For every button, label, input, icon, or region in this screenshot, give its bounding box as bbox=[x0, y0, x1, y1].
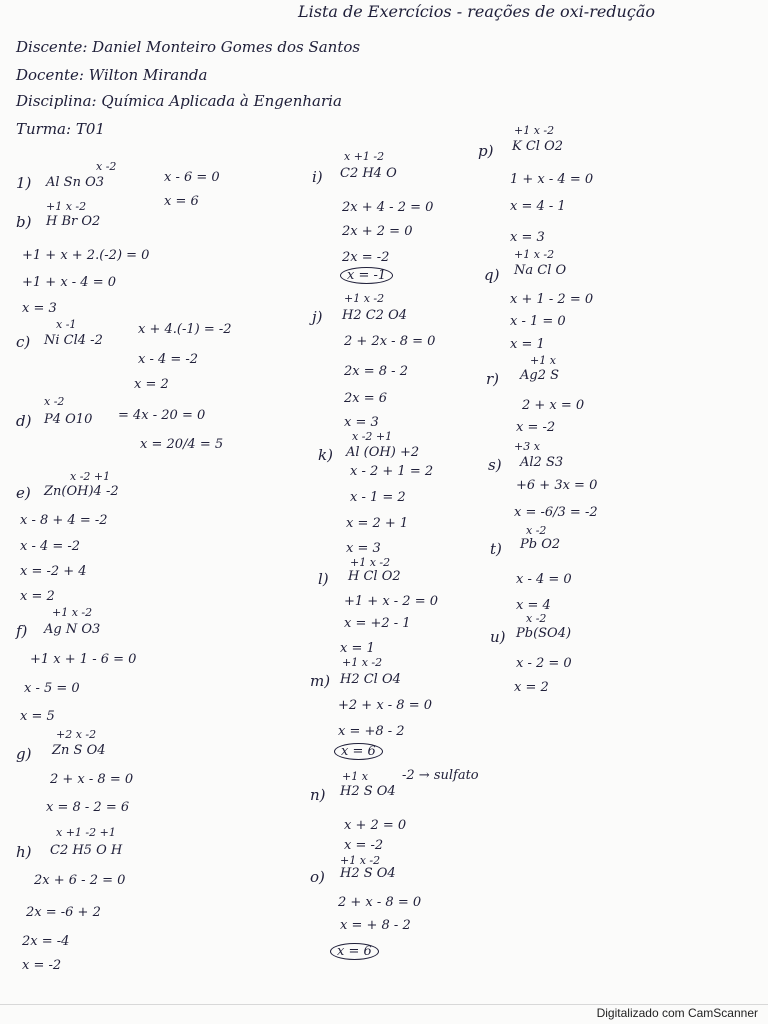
exercise-label: e) bbox=[16, 484, 31, 502]
ox-states: +1 x -2 bbox=[52, 606, 93, 619]
calc-line: 2x = -6 + 2 bbox=[26, 905, 101, 920]
calc-line: 2x = 8 - 2 bbox=[344, 364, 408, 379]
student-name: Discente: Daniel Monteiro Gomes dos Santos bbox=[16, 38, 361, 56]
calc-line: x = 3 bbox=[22, 301, 57, 316]
calc-line: x = 4 bbox=[516, 598, 551, 613]
calc-line: x - 6 = 0 bbox=[164, 170, 220, 185]
exercise-label: g) bbox=[16, 745, 32, 763]
ox-states: +1 x -2 bbox=[344, 292, 385, 305]
formula: C2 H5 O H bbox=[50, 843, 123, 858]
circled-answer-text: x = -1 bbox=[340, 267, 393, 284]
calc-line: x = + 8 - 2 bbox=[340, 918, 411, 933]
formula: Ni Cl4 -2 bbox=[44, 333, 103, 348]
exercise-label: m) bbox=[310, 672, 331, 690]
exercise-label: u) bbox=[490, 628, 506, 646]
ox-states: +1 x -2 bbox=[46, 200, 87, 213]
formula: H2 S O4 bbox=[340, 866, 396, 881]
ox-states: x +1 -2 +1 bbox=[56, 826, 116, 839]
calc-line: x = 3 bbox=[344, 415, 379, 430]
ox-states: x -2 +1 bbox=[352, 430, 393, 443]
formula: H Cl O2 bbox=[348, 569, 401, 584]
exercise-label: c) bbox=[16, 333, 31, 351]
formula: Al Sn O3 bbox=[46, 175, 105, 190]
ox-states: x -1 bbox=[56, 318, 77, 331]
calc-line: x = -6/3 = -2 bbox=[514, 505, 598, 520]
ox-states: +1 x -2 bbox=[514, 248, 555, 261]
circled-answer bbox=[330, 944, 379, 959]
ox-states: x -2 bbox=[526, 524, 547, 537]
formula: Pb O2 bbox=[520, 537, 561, 552]
calc-line: 2 + 2x - 8 = 0 bbox=[344, 334, 436, 349]
calc-line: +1 + x + 2.(-2) = 0 bbox=[22, 248, 150, 263]
calc-line: x = 4 - 1 bbox=[510, 199, 566, 214]
calc-line: x = +2 - 1 bbox=[344, 616, 411, 631]
ox-states: x +1 -2 bbox=[344, 150, 385, 163]
exercise-label: i) bbox=[312, 168, 323, 186]
calc-line: 2x + 2 = 0 bbox=[342, 224, 413, 239]
calc-line: +1 x + 1 - 6 = 0 bbox=[30, 652, 137, 667]
calc-line: 2x + 6 - 2 = 0 bbox=[34, 873, 126, 888]
calc-line: x - 8 + 4 = -2 bbox=[20, 513, 108, 528]
calc-line: 2x = -4 bbox=[22, 934, 70, 949]
formula: Ag N O3 bbox=[44, 622, 101, 637]
calc-line: +1 + x - 4 = 0 bbox=[22, 275, 117, 290]
calc-line: 1 + x - 4 = 0 bbox=[510, 172, 594, 187]
exercise-label: k) bbox=[318, 446, 333, 464]
formula: H Br O2 bbox=[46, 214, 101, 229]
page-title: Lista de Exercícios - reações de oxi-redução bbox=[298, 2, 655, 21]
formula: Zn S O4 bbox=[52, 743, 106, 758]
exercise-label: d) bbox=[16, 412, 32, 430]
scanner-watermark: Digitalizado com CamScanner bbox=[596, 1006, 758, 1020]
calc-line: x = 3 bbox=[346, 541, 381, 556]
calc-line: 2x = 6 bbox=[344, 391, 388, 406]
calc-line: x = 20/4 = 5 bbox=[140, 437, 224, 452]
calc-line: x = 8 - 2 = 6 bbox=[46, 800, 130, 815]
exercise-label: f) bbox=[16, 622, 28, 640]
ox-states: +1 x -2 bbox=[350, 556, 391, 569]
calc-line: x - 1 = 2 bbox=[350, 490, 406, 505]
ox-states: x -2 bbox=[96, 160, 117, 173]
calc-line: x = -2 bbox=[516, 420, 556, 435]
scan-edge-divider bbox=[0, 1004, 768, 1005]
calc-line: 2x + 4 - 2 = 0 bbox=[342, 200, 434, 215]
circled-answer bbox=[340, 268, 393, 283]
calc-line: x = 1 bbox=[510, 337, 545, 352]
formula: Na Cl O bbox=[514, 263, 567, 278]
formula: P4 O10 bbox=[44, 412, 93, 427]
calc-line: x = 2 bbox=[134, 377, 169, 392]
calc-line: 2 + x - 8 = 0 bbox=[338, 895, 422, 910]
calc-line: x = 1 bbox=[340, 641, 375, 656]
ox-states: +1 x bbox=[342, 770, 368, 783]
calc-line: x = -2 bbox=[22, 958, 62, 973]
calc-line: x - 1 = 0 bbox=[510, 314, 566, 329]
calc-line: x = 2 bbox=[20, 589, 55, 604]
calc-line: x = -2 bbox=[344, 838, 384, 853]
calc-line: x = 2 bbox=[514, 680, 549, 695]
exercise-label: b) bbox=[16, 213, 32, 231]
calc-line: 2 + x - 8 = 0 bbox=[50, 772, 134, 787]
formula: Al (OH) +2 bbox=[346, 445, 420, 460]
calc-line: x - 2 = 0 bbox=[516, 656, 572, 671]
calc-line: x = 2 + 1 bbox=[346, 516, 409, 531]
exercise-label: p) bbox=[478, 142, 494, 160]
formula: K Cl O2 bbox=[512, 139, 564, 154]
exercise-label: r) bbox=[486, 370, 500, 388]
circled-answer bbox=[334, 744, 383, 759]
calc-line: 2x = -2 bbox=[342, 250, 390, 265]
formula: Ag2 S bbox=[520, 368, 560, 383]
calc-line: x + 4.(-1) = -2 bbox=[138, 322, 232, 337]
calc-line: x + 1 - 2 = 0 bbox=[510, 292, 594, 307]
calc-line: +1 + x - 2 = 0 bbox=[344, 594, 439, 609]
calc-line: x - 4 = -2 bbox=[138, 352, 199, 367]
calc-line: x = 5 bbox=[20, 709, 55, 724]
circled-answer-text: x = 6 bbox=[330, 943, 379, 960]
ox-states: +1 x -2 bbox=[342, 656, 383, 669]
calc-line: x = +8 - 2 bbox=[338, 724, 405, 739]
exercise-label: 1) bbox=[16, 174, 32, 192]
formula: Al2 S3 bbox=[520, 455, 564, 470]
calc-line: +6 + 3x = 0 bbox=[516, 478, 598, 493]
annotation-note: -2 → sulfato bbox=[402, 768, 479, 783]
ox-states: x -2 bbox=[44, 395, 65, 408]
exercise-label: t) bbox=[490, 540, 502, 558]
calc-line: +2 + x - 8 = 0 bbox=[338, 698, 433, 713]
exercise-label: j) bbox=[312, 308, 323, 326]
teacher-name: Docente: Wilton Miranda bbox=[16, 66, 208, 84]
exercise-label: h) bbox=[16, 843, 32, 861]
formula: H2 Cl O4 bbox=[340, 672, 401, 687]
calc-line: x - 5 = 0 bbox=[24, 681, 80, 696]
formula: Zn(OH)4 -2 bbox=[44, 484, 119, 499]
exercise-label: o) bbox=[310, 868, 325, 886]
calc-line: x = 3 bbox=[510, 230, 545, 245]
formula: H2 C2 O4 bbox=[342, 308, 408, 323]
formula: H2 S O4 bbox=[340, 784, 396, 799]
calc-line: x - 4 = 0 bbox=[516, 572, 572, 587]
ox-states: +1 x -2 bbox=[514, 124, 555, 137]
ox-states: x -2 +1 bbox=[70, 470, 111, 483]
exercise-label: n) bbox=[310, 786, 326, 804]
formula: C2 H4 O bbox=[340, 166, 397, 181]
ox-states: +1 x bbox=[530, 354, 556, 367]
calc-line: x - 2 + 1 = 2 bbox=[350, 464, 434, 479]
ox-states: x -2 bbox=[526, 612, 547, 625]
calc-line: 2 + x = 0 bbox=[522, 398, 585, 413]
ox-states: +3 x bbox=[514, 440, 540, 453]
ox-states: +2 x -2 bbox=[56, 728, 97, 741]
ox-states: +1 x -2 bbox=[340, 854, 381, 867]
calc-line: x - 4 = -2 bbox=[20, 539, 81, 554]
calc-line: x = 6 bbox=[164, 194, 199, 209]
exercise-label: l) bbox=[318, 570, 329, 588]
exercise-label: s) bbox=[488, 456, 502, 474]
class-name: Turma: T01 bbox=[16, 120, 105, 138]
calc-line: x = -2 + 4 bbox=[20, 564, 87, 579]
course-name: Disciplina: Química Aplicada à Engenharia bbox=[16, 92, 342, 110]
circled-answer-text: x = 6 bbox=[334, 743, 383, 760]
exercise-label: q) bbox=[484, 266, 500, 284]
calc-line: x + 2 = 0 bbox=[344, 818, 407, 833]
formula: Pb(SO4) bbox=[516, 626, 572, 641]
calc-line: = 4x - 20 = 0 bbox=[118, 408, 206, 423]
